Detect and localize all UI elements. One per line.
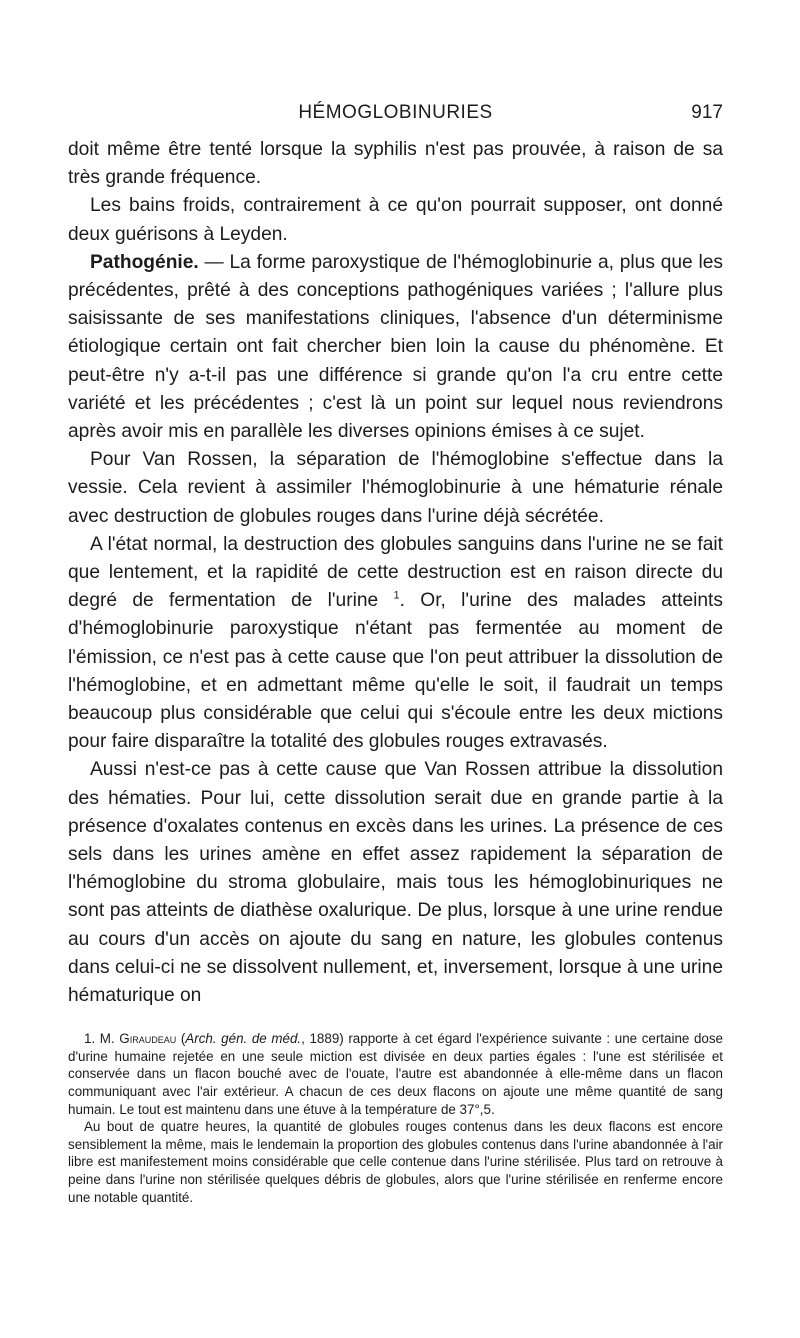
- paragraph-2: Les bains froids, contrairement à ce qu'on pourrait supposer, ont donné deux guérisons à Leyden.: [68, 195, 723, 245]
- footnote-1-journal: Arch. gén. de méd.: [185, 1031, 302, 1047]
- page-number: 917: [691, 102, 723, 123]
- main-text: [68, 136, 723, 1010]
- section-heading-pathogenie: Pathogénie.: [90, 251, 199, 273]
- footnote-reference: 1: [393, 589, 400, 602]
- footnotes: [68, 1030, 723, 1206]
- paragraph-1: doit même être tenté lorsque la syphilis n'est pas prouvée, à raison de sa très grande fréquence.: [68, 139, 723, 189]
- footnote-1-text: , 1889) rapporte à cet égard l'expérience suivante : une certaine dose d'urine humaine rejetée en une seule miction est divisée en deux parties égales : l'une est stérilisée et conservée dans un flacon bouché avec de l'ouate, l'autre est abandonnée à elle-même dans un flacon communiquant avec l'air extérieur. A chacun de ces deux flacons on ajoute une même quantité de sang humain. Le tout est maintenu dans une étuve à la température de 37°,5.: [68, 1031, 723, 1117]
- footnote-1-number: 1. M.: [84, 1031, 120, 1047]
- book-page: [68, 98, 723, 1206]
- paragraph-5-text-b: . Or, l'urine des malades atteints d'hémoglobinurie paroxystique n'étant pas fermentée au moment de l'émission, ce n'est pas à cette cause que l'on peut attribuer la dissolution de l'hémoglobine, et en admettant même qu'elle le soit, il faudrait un temps beaucoup plus considérable que celui qui s'écoule entre les deux mictions pour faire disparaître la totalité des globules rouges extravasés.: [68, 590, 723, 753]
- running-title: HÉMOGLOBINURIES: [298, 102, 493, 123]
- page-header: [68, 98, 723, 136]
- paragraph-5-text-a: A l'état normal, la destruction des globules sanguins dans l'urine ne se fait que lentement, et la rapidité de cette destruction est en raison directe du degré de fermentation de l'urine: [68, 533, 723, 612]
- paragraph-5: [68, 531, 723, 757]
- paragraph-3: [68, 249, 723, 446]
- footnote-1-author: Giraudeau: [119, 1031, 177, 1047]
- paragraph-6: Aussi n'est-ce pas à cette cause que Van Rossen attribue la dissolution des hématies. Pour lui, cette dissolution serait due en grande partie à la présence d'oxalates contenus en excès dans les urines. La présence de ces sels dans les urines amène en effet assez rapidement la séparation de l'hémoglobine du stroma globulaire, mais tous les hémoglobinuriques ne sont pas atteints de diathèse oxalurique. De plus, lorsque à une urine rendue au cours d'un accès on ajoute du sang en nature, les globules contenus dans celui-ci ne se dissolvent nullement, et, inversement, lorsque à une urine hématurique on: [68, 759, 723, 1007]
- paragraph-3-text: — La forme paroxystique de l'hémoglobinurie a, plus que les précédentes, prêté à des conceptions pathogéniques variées ; l'allure plus saisissante de ses manifestations cliniques, l'absence d'un déterminisme étiologique certain ont fait chercher bien loin la cause du phénomène. Et peut-être n'y a-t-il pas une différence si grande qu'on l'a cru entre cette variété et les précédentes ; c'est là un point sur lequel nous reviendrons après avoir mis en parallèle les diverses opinions émises à ce sujet.: [68, 251, 723, 443]
- footnote-1: [68, 1030, 723, 1118]
- footnote-1-paren: (: [176, 1031, 186, 1047]
- paragraph-4: Pour Van Rossen, la séparation de l'hémoglobine s'effectue dans la vessie. Cela revient à assimiler l'hémoglobinurie à une hématurie rénale avec destruction de globules rouges dans l'urine déjà sécrétée.: [68, 449, 723, 527]
- footnote-1-continuation: Au bout de quatre heures, la quantité de globules rouges contenus dans les deux flacons est encore sensiblement la même, mais le lendemain la proportion des globules contenus dans l'urine abandonnée à l'air libre est manifestement moins considérable que celle contenue dans l'urine stérilisée. Plus tard on retrouve à peine dans l'urine non stérilisée quelques débris de globules, alors que l'urine stérilisée en renferme encore une notable quantité.: [68, 1119, 723, 1205]
